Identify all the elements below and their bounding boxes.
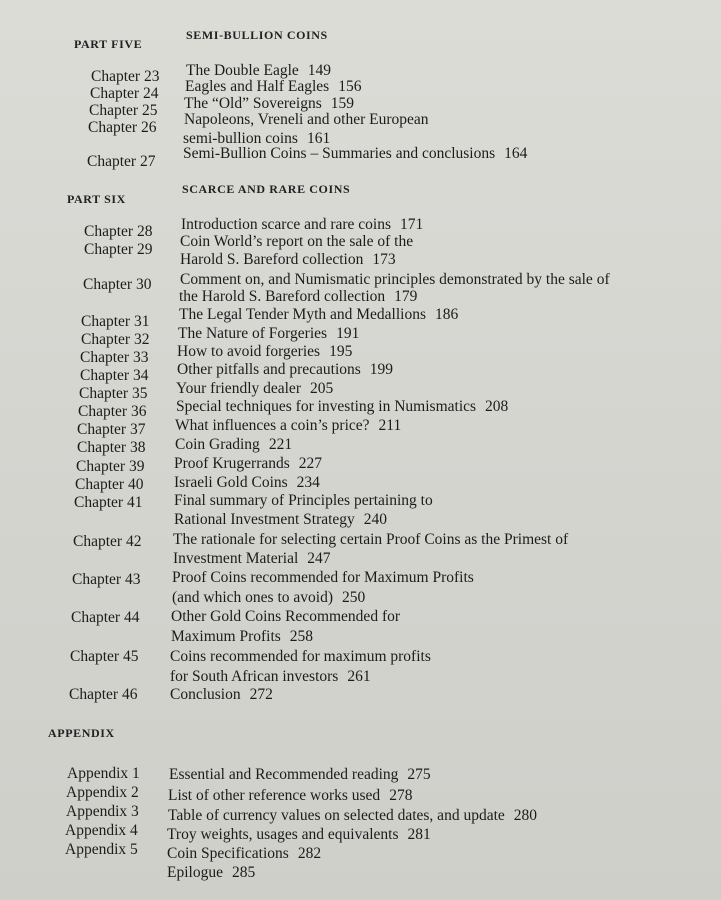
appendix-number: Appendix 1 xyxy=(67,765,140,782)
appendix-number: Appendix 3 xyxy=(66,803,139,820)
chapter-number: Chapter 46 xyxy=(69,686,138,703)
chapter-title: Coin Grading xyxy=(175,436,260,453)
chapter-title-line xyxy=(180,251,396,269)
chapter-number: Chapter 26 xyxy=(88,119,157,136)
chapter-title: Coins recommended for maximum profits xyxy=(170,648,431,665)
chapter-title-line xyxy=(176,398,508,416)
appendix-title: Coin Specifications xyxy=(167,845,289,862)
page-number: 205 xyxy=(309,380,334,397)
page-number: 261 xyxy=(347,668,371,685)
part-title: SEMI-BULLION COINS xyxy=(186,28,328,42)
chapter-title: semi-bullion coins xyxy=(183,130,298,147)
chapter-number: Chapter 30 xyxy=(83,276,152,293)
chapter-number: Chapter 24 xyxy=(90,85,159,102)
chapter-number: Chapter 33 xyxy=(80,349,149,366)
page-number: 250 xyxy=(342,589,366,606)
part-label: PART SIX xyxy=(67,192,126,206)
appendix-title: List of other reference works used xyxy=(168,787,381,804)
page-number: 173 xyxy=(372,251,396,268)
appendix-title-line xyxy=(168,807,537,825)
chapter-number: Chapter 42 xyxy=(73,533,142,550)
chapter-title-line xyxy=(170,686,273,704)
page-number: 191 xyxy=(336,325,360,342)
chapter-title: The Double Eagle xyxy=(186,62,299,79)
chapter-title: Final summary of Principles pertaining to xyxy=(174,492,433,509)
chapter-title: Coin World’s report on the sale of the xyxy=(180,233,414,250)
chapter-title: Special techniques for investing in Numismatics xyxy=(176,398,477,415)
chapter-number: Chapter 34 xyxy=(80,367,149,384)
chapter-number: Chapter 31 xyxy=(81,313,150,330)
chapter-number: Chapter 43 xyxy=(72,571,141,588)
page-number: 258 xyxy=(289,628,314,645)
page-number: 186 xyxy=(435,306,459,323)
chapter-title: Proof Krugerrands xyxy=(174,455,290,472)
chapter-title: Conclusion xyxy=(170,686,241,703)
chapter-title: Maximum Profits xyxy=(171,628,281,645)
appendix-title: Table of currency values on selected dates, and update xyxy=(168,807,505,824)
chapter-title-line xyxy=(181,216,423,234)
chapter-title-line xyxy=(174,492,433,510)
chapter-title: The Legal Tender Myth and Medallions xyxy=(179,306,426,323)
chapter-title-line xyxy=(172,589,365,607)
appendix-number: Appendix 5 xyxy=(65,841,138,858)
chapter-title: Israeli Gold Coins xyxy=(174,474,288,491)
page-number: 247 xyxy=(307,550,331,567)
chapter-title: Introduction scarce and rare coins xyxy=(181,216,392,233)
page-number: 282 xyxy=(297,845,322,862)
chapter-title-line xyxy=(174,474,320,492)
chapter-title: Semi-Bullion Coins – Summaries and conclusions xyxy=(183,145,496,162)
chapter-number: Chapter 44 xyxy=(71,609,140,626)
chapter-title: The “Old” Sovereigns xyxy=(184,95,322,112)
chapter-number: Chapter 23 xyxy=(91,68,160,85)
appendix-title-line xyxy=(167,845,321,863)
chapter-title: Other Gold Coins Recommended for xyxy=(171,608,401,625)
chapter-number: Chapter 29 xyxy=(84,241,153,258)
chapter-number: Chapter 25 xyxy=(89,102,158,119)
appendix-title-line xyxy=(169,766,431,784)
chapter-title-line xyxy=(172,569,474,587)
part-label: PART FIVE xyxy=(74,37,143,51)
epilogue-title: Epilogue xyxy=(167,864,223,881)
chapter-title-line xyxy=(178,325,359,343)
page-number: 280 xyxy=(513,807,538,824)
chapter-title-line xyxy=(175,436,292,454)
chapter-number: Chapter 45 xyxy=(70,648,139,665)
chapter-title: Napoleons, Vreneli and other European xyxy=(184,111,429,128)
epilogue-line xyxy=(167,864,255,882)
page-number: 227 xyxy=(298,455,323,472)
page-number: 234 xyxy=(296,474,320,491)
chapter-title-line xyxy=(176,380,333,398)
chapter-number: Chapter 28 xyxy=(84,223,153,240)
chapter-title-line xyxy=(174,455,322,473)
chapter-title-line xyxy=(175,417,401,435)
chapter-number: Chapter 35 xyxy=(79,385,148,402)
chapter-title-line xyxy=(184,111,429,129)
chapter-title: The Nature of Forgeries xyxy=(178,325,328,342)
page-number: 208 xyxy=(485,398,509,415)
page-number: 171 xyxy=(400,216,424,233)
chapter-title: Your friendly dealer xyxy=(176,380,301,397)
page-number: 272 xyxy=(249,686,273,703)
chapter-title-line xyxy=(173,531,568,549)
chapter-title-line xyxy=(171,628,313,646)
chapter-title-line xyxy=(179,306,458,324)
chapter-title-line xyxy=(183,145,527,163)
appendix-title: Essential and Recommended reading xyxy=(169,766,399,783)
chapter-title: Harold S. Bareford collection xyxy=(180,251,364,268)
chapter-title-line xyxy=(180,233,413,251)
appendix-number: Appendix 4 xyxy=(65,822,138,839)
chapter-number: Chapter 37 xyxy=(77,421,146,438)
page-number: 149 xyxy=(307,62,332,79)
appendix-title-line xyxy=(168,787,412,805)
page-number: 195 xyxy=(329,343,353,360)
page-number: 285 xyxy=(231,864,256,881)
chapter-number: Chapter 41 xyxy=(74,494,143,511)
appendix-title-line xyxy=(167,826,431,844)
appendix-number: Appendix 2 xyxy=(66,784,139,801)
chapter-title-line xyxy=(180,271,610,289)
chapter-title: the Harold S. Bareford collection xyxy=(179,288,386,305)
part-label: APPENDIX xyxy=(48,726,115,740)
page-number: 159 xyxy=(330,95,354,112)
chapter-number: Chapter 40 xyxy=(75,476,144,493)
chapter-title: The rationale for selecting certain Proof Coins as the Primest of xyxy=(173,531,569,548)
chapter-title: Proof Coins recommended for Maximum Profits xyxy=(172,569,474,586)
chapter-number: Chapter 32 xyxy=(81,331,150,348)
page-number: 156 xyxy=(338,78,362,95)
chapter-title-line xyxy=(177,361,393,379)
part-title: SCARCE AND RARE COINS xyxy=(182,182,351,196)
chapter-number: Chapter 39 xyxy=(76,458,145,475)
appendix-title: Troy weights, usages and equivalents xyxy=(167,826,399,843)
page-number: 179 xyxy=(394,288,418,305)
chapter-title: Eagles and Half Eagles xyxy=(185,78,330,95)
chapter-title-line xyxy=(173,550,331,568)
chapter-number: Chapter 27 xyxy=(87,153,156,170)
page-number: 275 xyxy=(407,766,431,783)
chapter-title: Rational Investment Strategy xyxy=(174,511,355,528)
chapter-title-line xyxy=(179,288,417,306)
chapter-title: Investment Material xyxy=(173,550,299,567)
page-number: 164 xyxy=(504,145,528,162)
chapter-title-line xyxy=(170,648,431,666)
page-number: 240 xyxy=(363,511,388,528)
chapter-title: Comment on, and Numismatic principles demonstrated by the sale of xyxy=(180,271,610,288)
page-number: 199 xyxy=(369,361,394,378)
page-number: 221 xyxy=(268,436,293,453)
chapter-title: How to avoid forgeries xyxy=(177,343,321,360)
page-number: 211 xyxy=(378,417,402,434)
page-number: 278 xyxy=(389,787,413,804)
chapter-title: for South African investors xyxy=(170,668,339,685)
page-number: 281 xyxy=(407,826,431,843)
chapter-title-line xyxy=(170,668,371,686)
chapter-title-line xyxy=(171,608,400,626)
chapter-title: Other pitfalls and precautions xyxy=(177,361,361,378)
chapter-number: Chapter 38 xyxy=(77,439,146,456)
page-number: 161 xyxy=(306,130,331,147)
chapter-title-line xyxy=(177,343,352,361)
chapter-title-line xyxy=(185,78,361,96)
chapter-number: Chapter 36 xyxy=(78,403,147,420)
chapter-title-line xyxy=(174,511,387,529)
chapter-title: What influences a coin’s price? xyxy=(175,417,370,434)
chapter-title: (and which ones to avoid) xyxy=(172,589,333,606)
